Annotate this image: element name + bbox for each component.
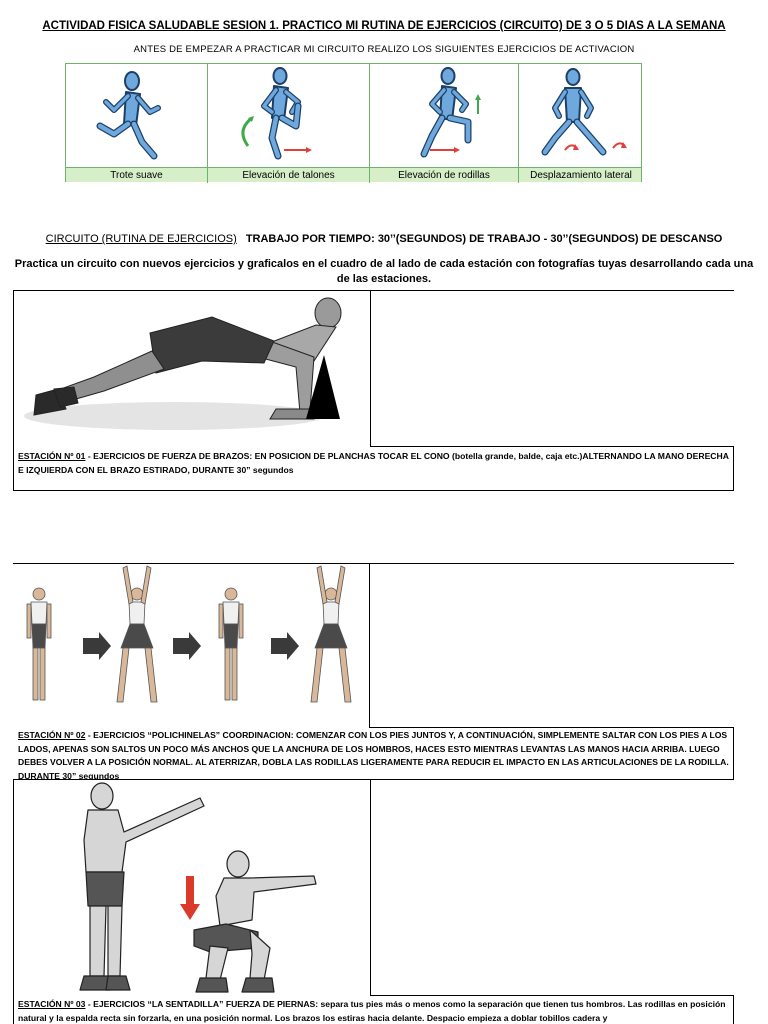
squat-illustration xyxy=(14,780,370,996)
warmup-label-knees: Elevación de rodillas xyxy=(370,168,519,183)
warmup-label-jog: Trote suave xyxy=(66,168,208,183)
warmup-table xyxy=(65,63,642,182)
station-01-photo-box[interactable] xyxy=(370,291,734,447)
circuit-heading-underlined: CIRCUITO (RUTINA DE EJERCICIOS) xyxy=(45,233,237,245)
warmup-cell-knees xyxy=(370,64,519,167)
station-03 xyxy=(13,780,734,1024)
pushup-illustration xyxy=(14,291,370,447)
circuit-heading xyxy=(0,233,768,245)
warmup-label-heels: Elevación de talones xyxy=(208,168,370,183)
station-02 xyxy=(13,563,734,780)
station-02-description xyxy=(18,729,729,783)
station-02-photo-box[interactable] xyxy=(369,564,734,728)
page-title: ACTIVIDAD FISICA SALUDABLE SESION 1. PRACTICO MI RUTINA DE EJERCICIOS (CIRCUITO) DE 3 O 5 DIAS A LA SEMANA xyxy=(42,20,726,32)
circuit-heading-timing: TRABAJO POR TIEMPO: 30’’(SEGUNDOS) DE TRABAJO - 30’’(SEGUNDOS) DE DESCANSO xyxy=(245,233,723,245)
lateral-shuffle-figure-icon xyxy=(519,64,643,167)
jumping-jacks-illustration xyxy=(13,564,369,728)
circuit-instruction: Practica un circuito con nuevos ejercicios y graficalos en el cuadro de al lado de cada estación con fotografías tuyas desarrollando cada una de las estaciones. xyxy=(14,258,754,285)
warmup-cell-lateral xyxy=(519,64,643,167)
station-03-label: ESTACIÓN Nº 03 xyxy=(18,999,86,1009)
station-01-label: ESTACIÓN Nº 01 xyxy=(18,451,86,461)
warmup-label-lateral: Desplazamiento lateral xyxy=(530,170,632,181)
station-03-photo-box[interactable] xyxy=(370,780,734,996)
station-03-text: - EJERCICIOS “LA SENTADILLA” FUERZA DE PIERNAS: separa tus pies más o menos como la separación que tienen tus hombros. Las rodillas en posición natural y la espalda recta sin forzarla, en una posición normal. Los brazos los estiras hacia delante. Despacio empieza a doblar tobillos cadera y xyxy=(18,999,726,1023)
station-02-label: ESTACIÓN Nº 02 xyxy=(18,730,86,740)
station-01-description xyxy=(18,450,729,477)
station-01 xyxy=(13,290,734,491)
heel-raise-figure-icon xyxy=(208,64,370,167)
station-03-description xyxy=(18,998,729,1024)
warmup-cell-heels xyxy=(208,64,370,167)
knee-raise-figure-icon xyxy=(370,64,519,167)
station-01-text: - EJERCICIOS DE FUERZA DE BRAZOS: EN POSICION DE PLANCHAS TOCAR EL CONO (botella grande, balde, caja etc.)ALTERNANDO LA MANO DERECHA E IZQUIERDA CON EL BRAZO ESTIRADO, DURANTE 30” segundos xyxy=(18,451,729,475)
warmup-intro: ANTES DE EMPEZAR A PRACTICAR MI CIRCUITO REALIZO LOS SIGUIENTES EJERCICIOS DE ACTIVACION xyxy=(133,44,635,55)
warmup-label-row xyxy=(66,167,641,182)
jogging-figure-icon xyxy=(66,64,208,167)
station-02-text: - EJERCICIOS “POLICHINELAS” COORDINACION: COMENZAR CON LOS PIES JUNTOS Y, A CONTINUACIÓN, SIMPLEMENTE SALTAR CON LOS PIES A LOS LADOS, APENAS SON SALTOS UN POCO MÁS ANCHOS QUE LA ANCHURA DE LOS HOMBROS, HACES ESTO MIENTRAS LEVANTAS LAS MANOS HACIA ARRIBA. LUEGO DEBES VOLVER A LA POSICIÓN NORMAL. AL ATERRIZAR, DOBLA LAS RODILLAS LIGERAMENTE PARA REDUCIR EL IMPACTO EN LAS ARTICULACIONES DE LA RODILLA. DURANTE 30” segundos xyxy=(18,730,729,781)
warmup-cell-jog xyxy=(66,64,208,167)
